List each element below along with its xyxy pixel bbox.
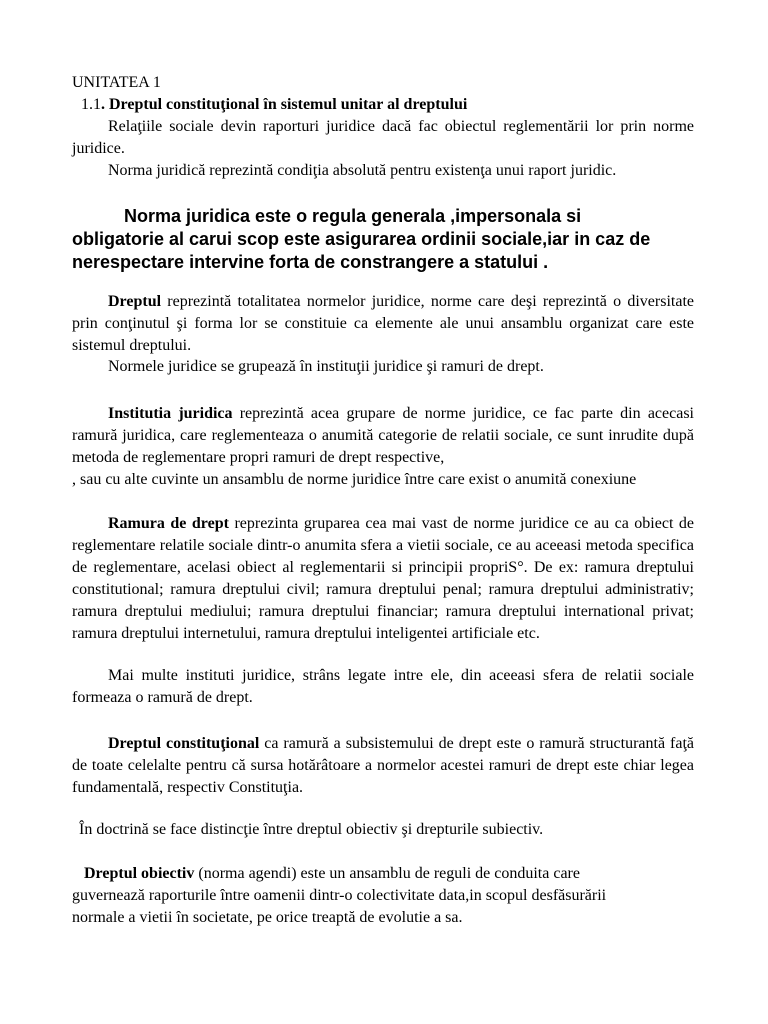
text-dreptul: reprezintă totalitatea normelor juridice, norme care deşi reprezintă o diversitate prin conţinutul şi forma lor se constituie ca elemente ale unui ansamblu organizat care este sistemul dreptului.: [72, 293, 694, 354]
term-institutia: Institutia juridica: [108, 405, 233, 422]
intro-paragraph-2: Norma juridică reprezintă condiţia absolută pentru existenţa unui raport juridic.: [108, 162, 617, 179]
obiectiv-line-1: [72, 863, 712, 885]
term-constitutional: Dreptul constituţional: [108, 735, 260, 752]
text-ramura: reprezinta gruparea cea mai vast de norme juridice ce au ca obiect de reglementare relatile sociale dintr-o anumita sfera a vietii sociale, ce au aceeasi metoda specifica de reglementare, acelasi obiect al reglementarii si principii propriS°. De ex: ramura dreptului constitutional; ramura dreptului civil; ramura dreptului penal; ramura dreptului administrativ; ramura dreptului mediului; ramura dreptului financiar; ramura dreptului international privat; ramura dreptului internetului, ramura dreptului inteligentei artificiale etc.: [72, 515, 695, 642]
paragraph-obiectiv: [72, 863, 712, 929]
paragraph-constitutional: [72, 733, 694, 799]
paragraph-mai-multe: Mai multe instituti juridice, strâns legate intre ele, din aceeasi sfera de relatii sociale formeaza o ramură de drept.: [72, 667, 694, 706]
paragraph-institutia-continuation: , sau cu alte cuvinte un ansamblu de norme juridice între care exist o anumită conexiune: [72, 471, 637, 488]
obiectiv-line-3: normale a vietii în societate, pe orice treaptă de evolutie a sa.: [72, 909, 463, 926]
section-title: . Dreptul constituţional în sistemul unitar al dreptului: [101, 96, 468, 113]
text-institutia: reprezintă acea grupare de norme juridice, ce fac parte din acecasi ramură juridica, care reglementeaza o anumită categorie de relatii sociale, ce sunt inrudite după metoda de reglementare propri ramuri de drept respective,: [72, 405, 694, 466]
obiectiv-line-2: guvernează raporturile între oamenii dintr-o colectivitate data,in scopul desfăsurării: [72, 887, 607, 904]
section-number: 1.1: [81, 96, 101, 113]
term-ramura: Ramura de drept: [108, 515, 229, 532]
paragraph-dreptul: [72, 291, 694, 357]
definition-highlight: [72, 205, 672, 274]
unit-title: UNITATEA 1: [72, 74, 161, 91]
paragraph-ramura: [72, 513, 694, 645]
paragraph-doctrina: În doctrină se face distincţie între dreptul obiectiv şi drepturile subiectiv.: [79, 821, 544, 838]
section-heading: [81, 94, 703, 116]
intro-paragraph-1: Relaţiile sociale devin raporturi juridice dacă fac obiectul reglementării lor prin norme juridice.: [72, 118, 694, 157]
paragraph-grouping: Normele juridice se grupează în instituţii juridice şi ramuri de drept.: [108, 358, 544, 375]
term-obiectiv: Dreptul obiectiv: [84, 865, 195, 882]
text-constitutional: ca ramură a subsistemului de drept este o ramură structurantă faţă de toate celelalte pentru că sursa hotărâtoare a normelor acestei ramuri de drept este chiar legea fundamentală, respectiv Constituţia.: [72, 735, 694, 796]
obiectiv-line-1-text: (norma agendi) este un ansamblu de reguli de conduita care: [194, 865, 580, 882]
definition-text: Norma juridica este o regula generala ,impersonala si obligatorie al carui scop este asigurarea ordinii sociale,iar in caz de nerespectare intervine forta de constrangere a statului .: [72, 206, 651, 272]
paragraph-institutia: [72, 403, 694, 469]
term-dreptul: Dreptul: [108, 293, 162, 310]
